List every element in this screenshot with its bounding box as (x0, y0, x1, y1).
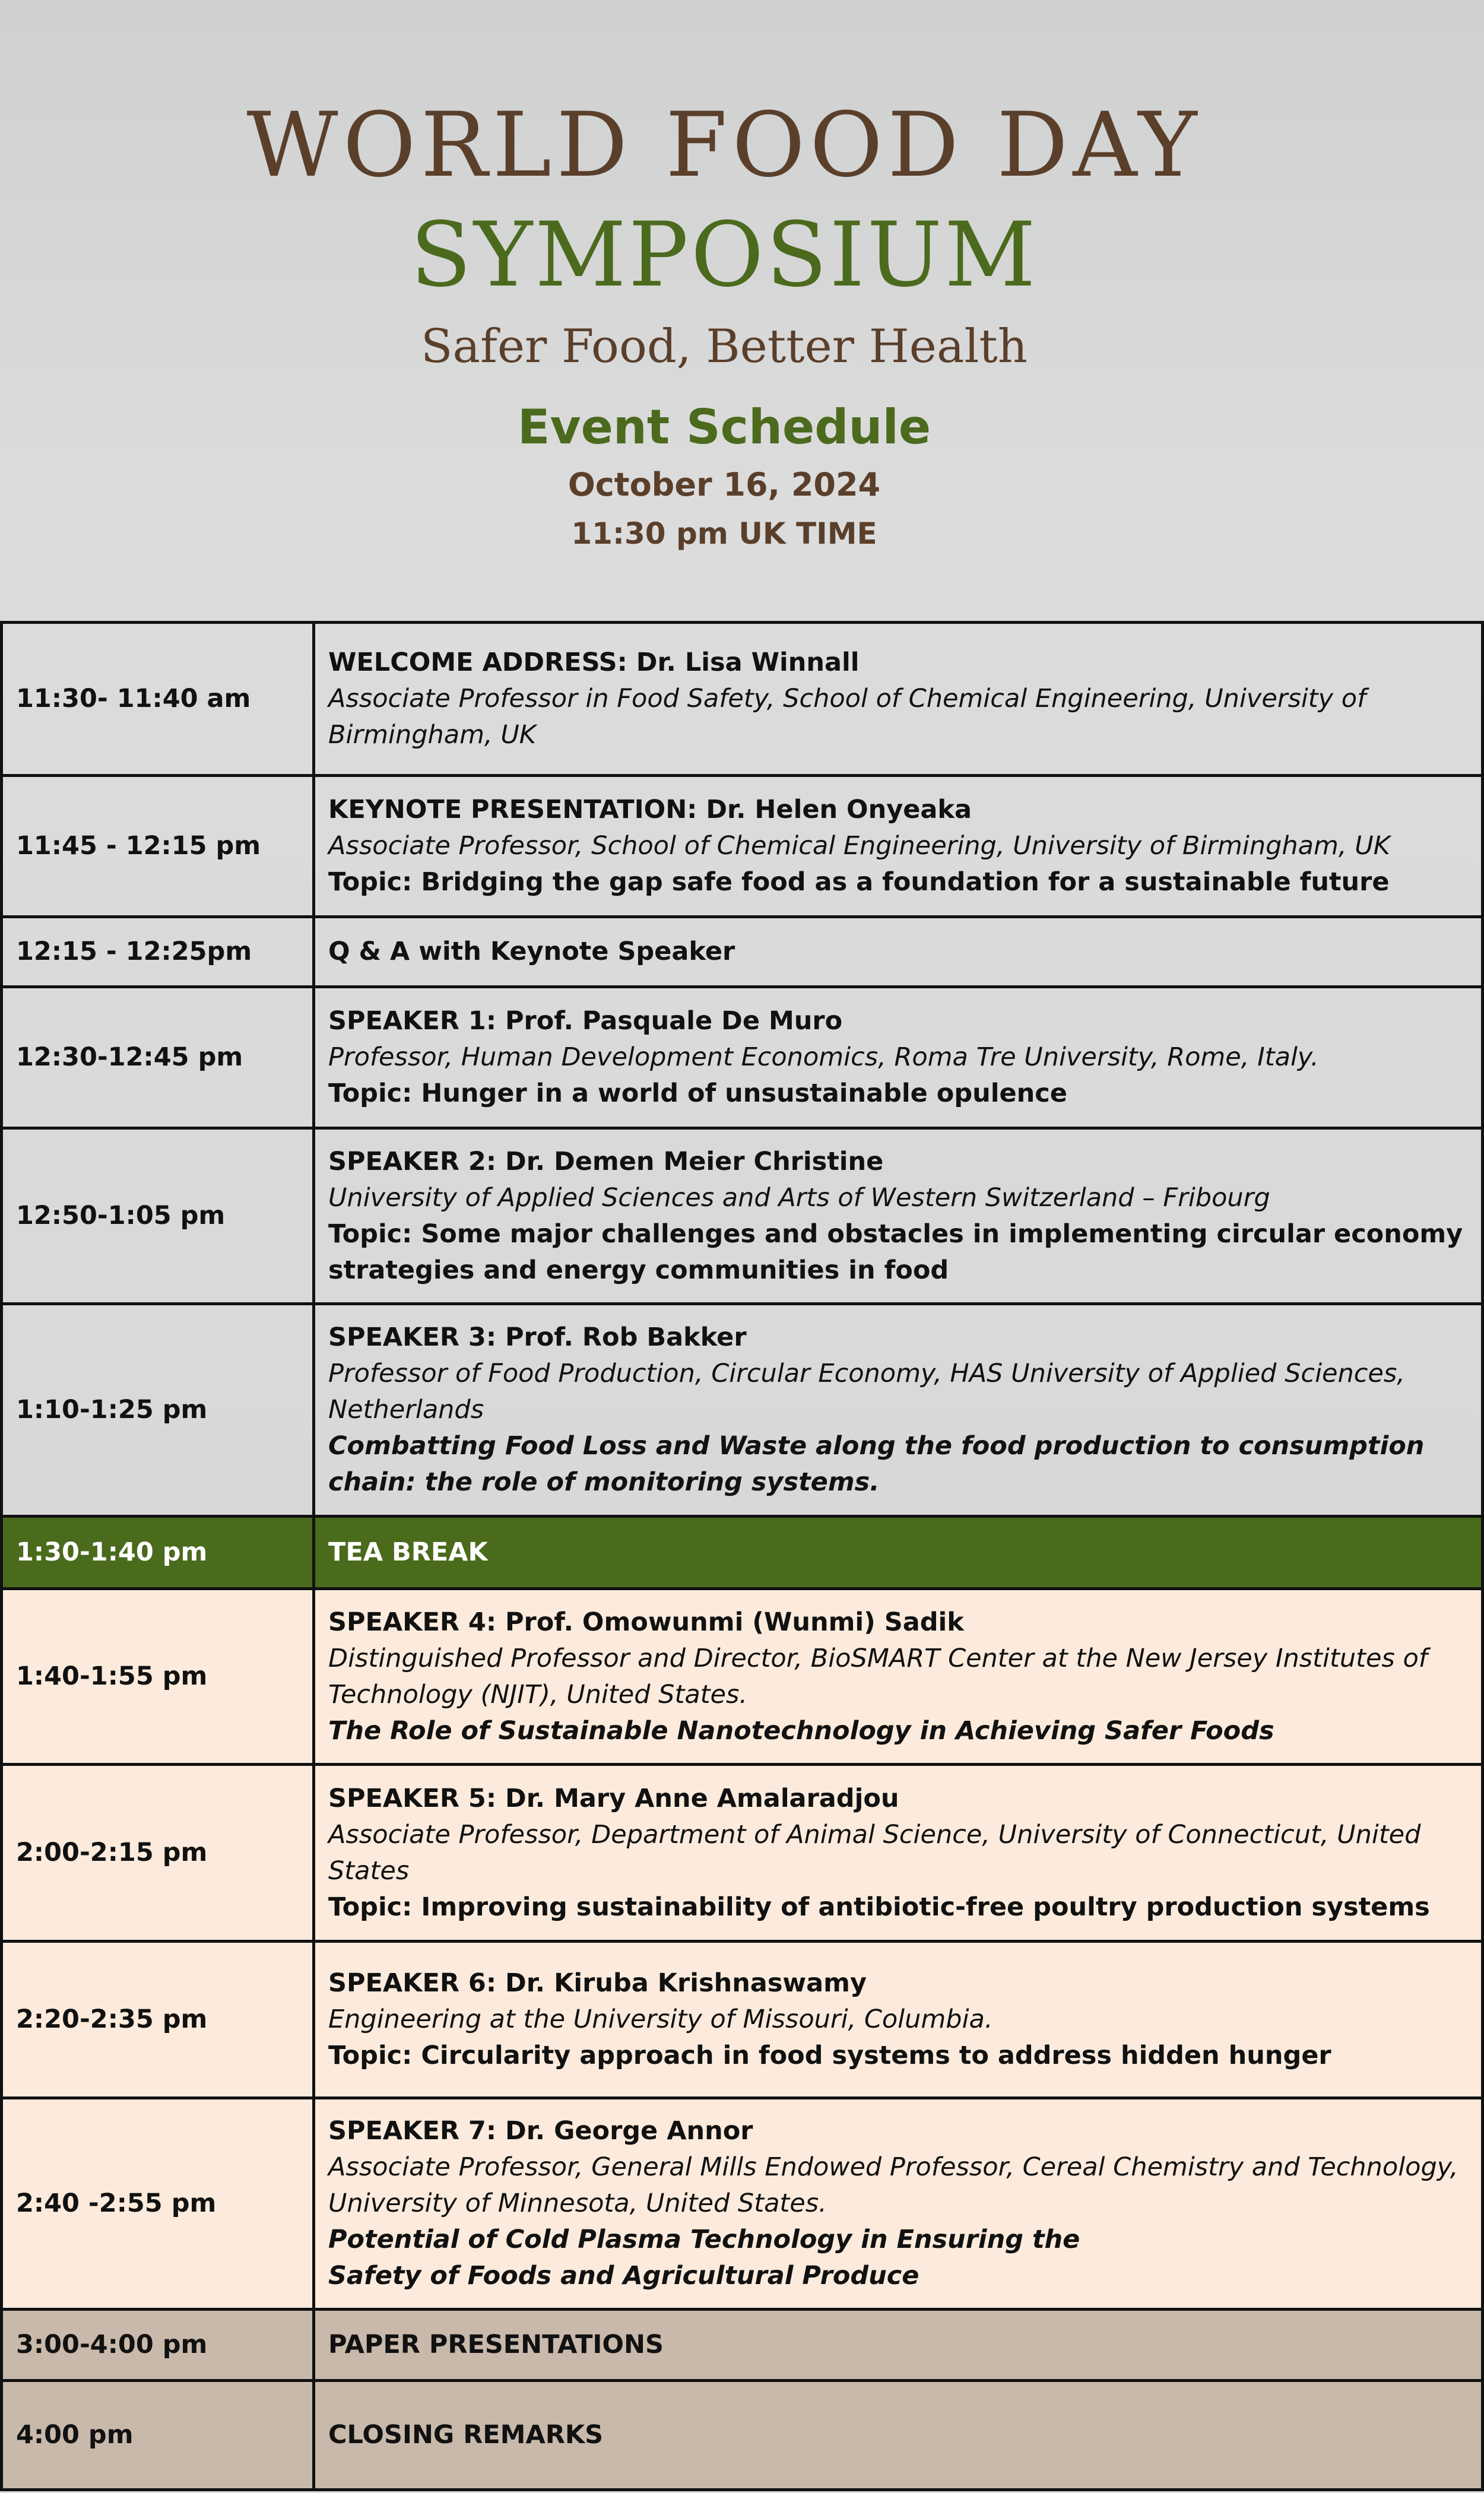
session-time: 1:40-1:55 pm (2, 1589, 314, 1765)
event-time: 11:30 pm UK TIME (571, 516, 877, 551)
schedule-row (2, 776, 1483, 917)
session-details (314, 1942, 1483, 2098)
session-time: 11:45 - 12:15 pm (2, 776, 314, 917)
session-details (314, 1765, 1483, 1942)
session-time: 12:50-1:05 pm (2, 1128, 314, 1304)
schedule-row (2, 2098, 1483, 2310)
session-time: 1:10-1:25 pm (2, 1304, 314, 1517)
tagline: Safer Food, Better Health (421, 320, 1028, 373)
session-title: SPEAKER 5: Dr. Mary Anne Amalaradjou (328, 1783, 899, 1813)
session-topic: Topic: Improving sustainability of antibiotic-free poultry production systems (328, 1892, 1430, 1922)
session-title: WELCOME ADDRESS: Dr. Lisa Winnall (328, 648, 860, 677)
session-time: 2:20-2:35 pm (2, 1942, 314, 2098)
session-time: 12:15 - 12:25pm (2, 917, 314, 987)
session-time: 2:00-2:15 pm (2, 1765, 314, 1942)
header (0, 0, 1484, 621)
session-details (314, 2310, 1483, 2381)
session-title: TEA BREAK (328, 1537, 488, 1567)
schedule-row (2, 987, 1483, 1128)
session-details (314, 1304, 1483, 1517)
title-line-2: SYMPOSIUM (410, 204, 1038, 307)
session-time: 2:40 -2:55 pm (2, 2098, 314, 2310)
session-title: SPEAKER 3: Prof. Rob Bakker (328, 1322, 747, 1352)
session-topic: Topic: Some major challenges and obstacles in implementing circular economy strategies and energy communities in food (328, 1219, 1463, 1285)
title-line-1: WORLD FOOD DAY (246, 94, 1202, 197)
speaker-affiliation: Professor of Food Production, Circular Economy, HAS University of Applied Sciences, Netherlands (328, 1359, 1405, 1425)
schedule-heading: Event Schedule (517, 399, 931, 455)
schedule-row (2, 1942, 1483, 2098)
speaker-affiliation: Associate Professor, School of Chemical Engineering, University of Birmingham, UK (328, 831, 1390, 861)
speaker-affiliation: Associate Professor, Department of Animal Science, University of Connecticut, United States (328, 1819, 1421, 1886)
session-title: SPEAKER 4: Prof. Omowunmi (Wunmi) Sadik (328, 1607, 964, 1637)
schedule-row (2, 917, 1483, 987)
session-topic: Combatting Food Loss and Waste along the food production to consumption chain: the role of monitoring systems. (328, 1431, 1425, 1497)
schedule-row-break (2, 1517, 1483, 1589)
speaker-affiliation: Associate Professor, General Mills Endowed Professor, Cereal Chemistry and Technology, University of Minnesota, United States. (328, 2152, 1458, 2218)
session-time: 3:00-4:00 pm (2, 2310, 314, 2381)
schedule-row (2, 1128, 1483, 1304)
session-topic: Safety of Foods and Agricultural Produce (328, 2261, 919, 2291)
session-title: Q & A with Keynote Speaker (328, 937, 735, 966)
speaker-affiliation: University of Applied Sciences and Arts of Western Switzerland – Fribourg (328, 1182, 1270, 1213)
session-details (314, 917, 1483, 987)
session-time: 1:30-1:40 pm (2, 1517, 314, 1589)
session-title: SPEAKER 7: Dr. George Annor (328, 2116, 753, 2146)
speaker-affiliation: Distinguished Professor and Director, BioSMART Center at the New Jersey Institutes of Technology (NJIT), United States. (328, 1643, 1428, 1709)
schedule-row (2, 1589, 1483, 1765)
session-title: SPEAKER 6: Dr. Kiruba Krishnaswamy (328, 1968, 867, 1998)
session-topic: Potential of Cold Plasma Technology in Ensuring the (328, 2225, 1080, 2254)
schedule-row (2, 1765, 1483, 1942)
session-details (314, 623, 1483, 776)
session-title: CLOSING REMARKS (328, 2420, 604, 2450)
session-details (314, 776, 1483, 917)
session-details (314, 1589, 1483, 1765)
session-details (314, 1128, 1483, 1304)
session-title: KEYNOTE PRESENTATION: Dr. Helen Onyeaka (328, 795, 972, 824)
session-title: SPEAKER 1: Prof. Pasquale De Muro (328, 1006, 843, 1036)
schedule-row (2, 2381, 1483, 2490)
session-details (314, 987, 1483, 1128)
speaker-affiliation: Professor, Human Development Economics, Roma Tre University, Rome, Italy. (328, 1042, 1319, 1072)
session-topic: The Role of Sustainable Nanotechnology in Achieving Safer Foods (328, 1715, 1274, 1746)
schedule-row (2, 623, 1483, 776)
speaker-affiliation: Associate Professor in Food Safety, School of Chemical Engineering, University of Birmingham, UK (328, 684, 1366, 750)
schedule-table (0, 621, 1484, 2491)
speaker-affiliation: Engineering at the University of Missouri, Columbia. (328, 2004, 993, 2034)
session-time: 11:30- 11:40 am (2, 623, 314, 776)
session-title: SPEAKER 2: Dr. Demen Meier Christine (328, 1146, 884, 1176)
session-details (314, 2381, 1483, 2490)
session-title: PAPER PRESENTATIONS (328, 2330, 664, 2359)
session-topic: Topic: Hunger in a world of unsustainable opulence (328, 1079, 1067, 1108)
session-topic: Topic: Bridging the gap safe food as a foundation for a sustainable future (328, 867, 1390, 897)
schedule-row (2, 2310, 1483, 2381)
session-time: 4:00 pm (2, 2381, 314, 2490)
session-topic: Topic: Circularity approach in food systems to address hidden hunger (328, 2041, 1331, 2070)
schedule-row (2, 1304, 1483, 1517)
session-details (314, 2098, 1483, 2310)
session-details (314, 1517, 1483, 1589)
event-date: October 16, 2024 (567, 466, 881, 503)
session-time: 12:30-12:45 pm (2, 987, 314, 1128)
